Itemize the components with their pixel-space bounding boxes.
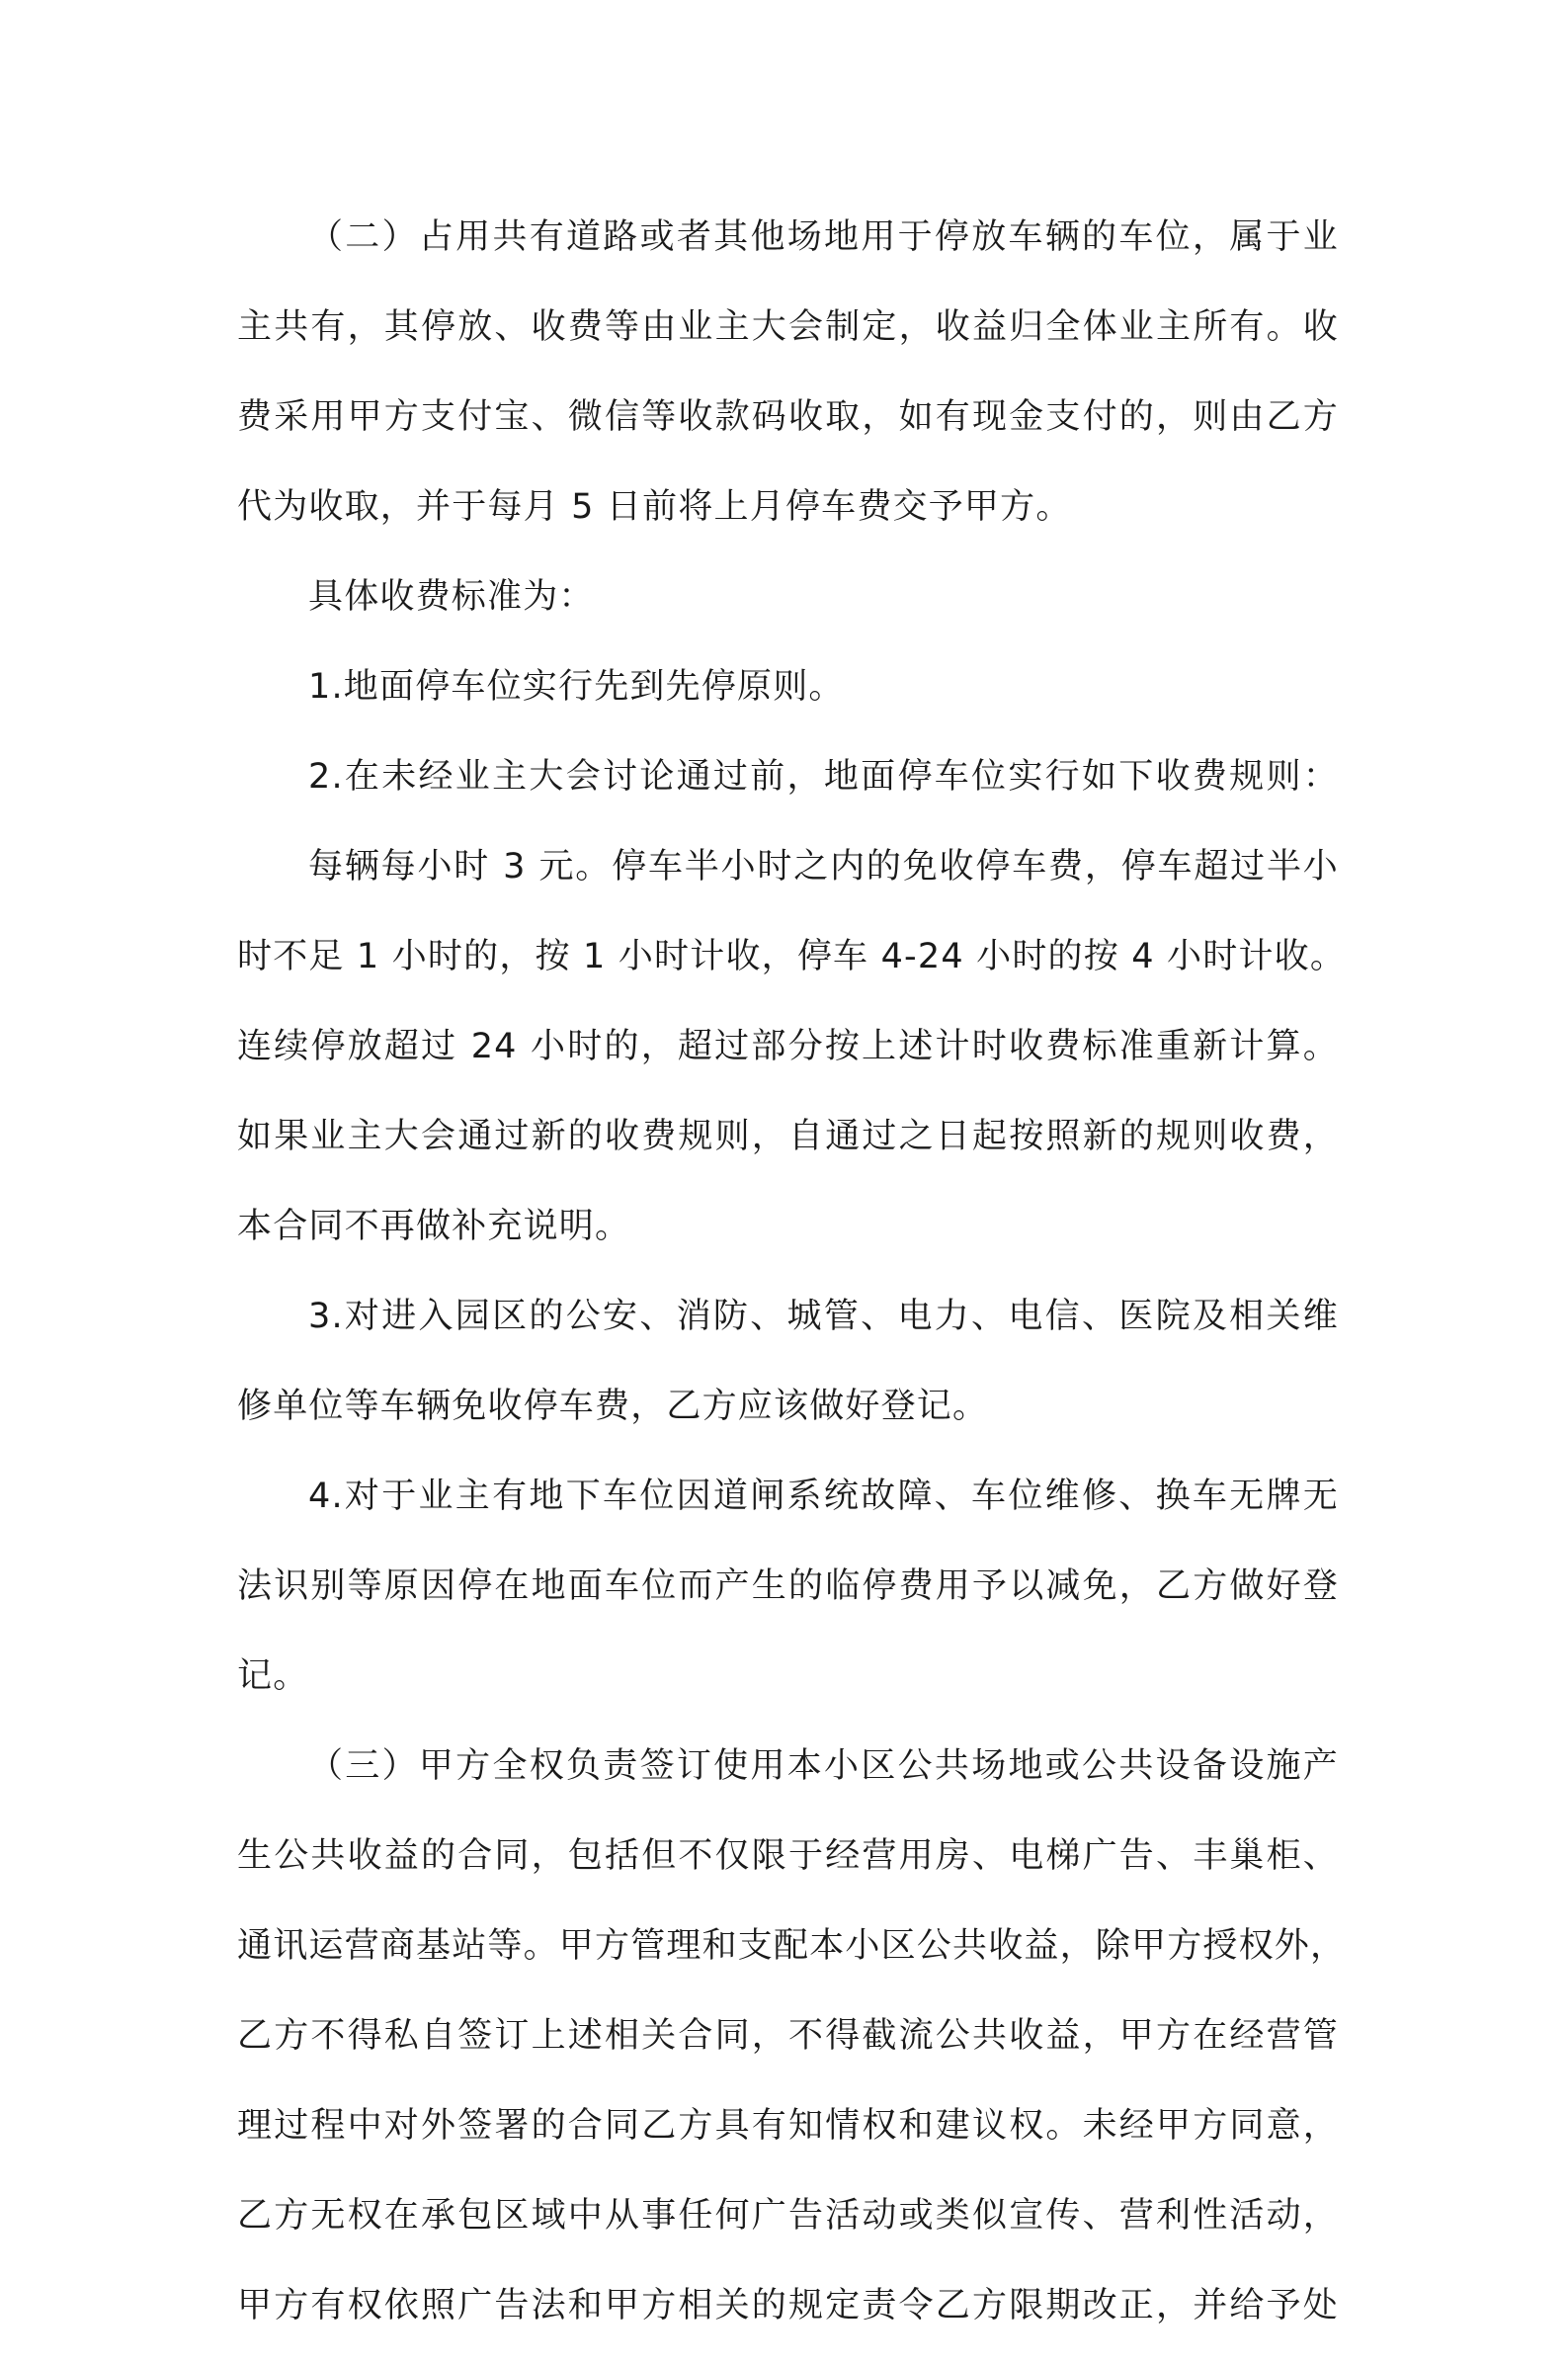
text-line: 主共有，其停放、收费等由业主大会制定，收益归全体业主所有。收 bbox=[237, 307, 1339, 347]
text-line: 通讯运营商基站等。甲方管理和支配本小区公共收益，除甲方授权外， bbox=[237, 1926, 1347, 1966]
text-line: 修单位等车辆免收停车费，乙方应该做好登记。 bbox=[237, 1387, 989, 1426]
text-line: 甲方有权依照广告法和甲方相关的规定责令乙方限期改正，并给予处 bbox=[237, 2286, 1339, 2325]
text-line: 2.在未经业主大会讨论通过前，地面停车位实行如下收费规则： bbox=[308, 757, 1339, 797]
text-line: 时不足 1 小时的，按 1 小时计收，停车 4-24 小时的按 4 小时计收。 bbox=[237, 937, 1347, 976]
text-line: 4.对于业主有地下车位因道闸系统故障、车位维修、换车无牌无 bbox=[308, 1477, 1339, 1516]
text-line: 1.地面停车位实行先到先停原则。 bbox=[308, 667, 845, 707]
text-line: 乙方不得私自签订上述相关合同，不得截流公共收益，甲方在经营管 bbox=[237, 2016, 1339, 2056]
text-line: 本合同不再做补充说明。 bbox=[237, 1207, 631, 1246]
text-line: 连续停放超过 24 小时的，超过部分按上述计时收费标准重新计算。 bbox=[237, 1027, 1339, 1066]
text-line: （二）占用共有道路或者其他场地用于停放车辆的车位，属于业 bbox=[308, 217, 1339, 257]
text-line: 理过程中对外签署的合同乙方具有知情权和建议权。未经甲方同意， bbox=[237, 2106, 1339, 2146]
text-line: 代为收取，并于每月 5 日前将上月停车费交予甲方。 bbox=[237, 487, 1072, 527]
document-body bbox=[237, 208, 1347, 2366]
text-line: （三）甲方全权负责签订使用本小区公共场地或公共设备设施产 bbox=[308, 1746, 1339, 1786]
text-line: 记。 bbox=[237, 1656, 309, 1696]
text-line: 每辆每小时 3 元。停车半小时之内的免收停车费，停车超过半小 bbox=[308, 847, 1339, 887]
text-line: 法识别等原因停在地面车位而产生的临停费用予以减免，乙方做好登 bbox=[237, 1566, 1339, 1606]
text-line: 乙方无权在承包区域中从事任何广告活动或类似宣传、营利性活动， bbox=[237, 2196, 1339, 2236]
text-line: 3.对进入园区的公安、消防、城管、电力、电信、医院及相关维 bbox=[308, 1297, 1339, 1336]
text-line: 生公共收益的合同，包括但不仅限于经营用房、电梯广告、丰巢柜、 bbox=[237, 1836, 1339, 1876]
text-line: 费采用甲方支付宝、微信等收款码收取，如有现金支付的，则由乙方 bbox=[237, 397, 1339, 437]
text-line: 如果业主大会通过新的收费规则，自通过之日起按照新的规则收费， bbox=[237, 1117, 1339, 1156]
text-line: 具体收费标准为： bbox=[308, 577, 595, 617]
